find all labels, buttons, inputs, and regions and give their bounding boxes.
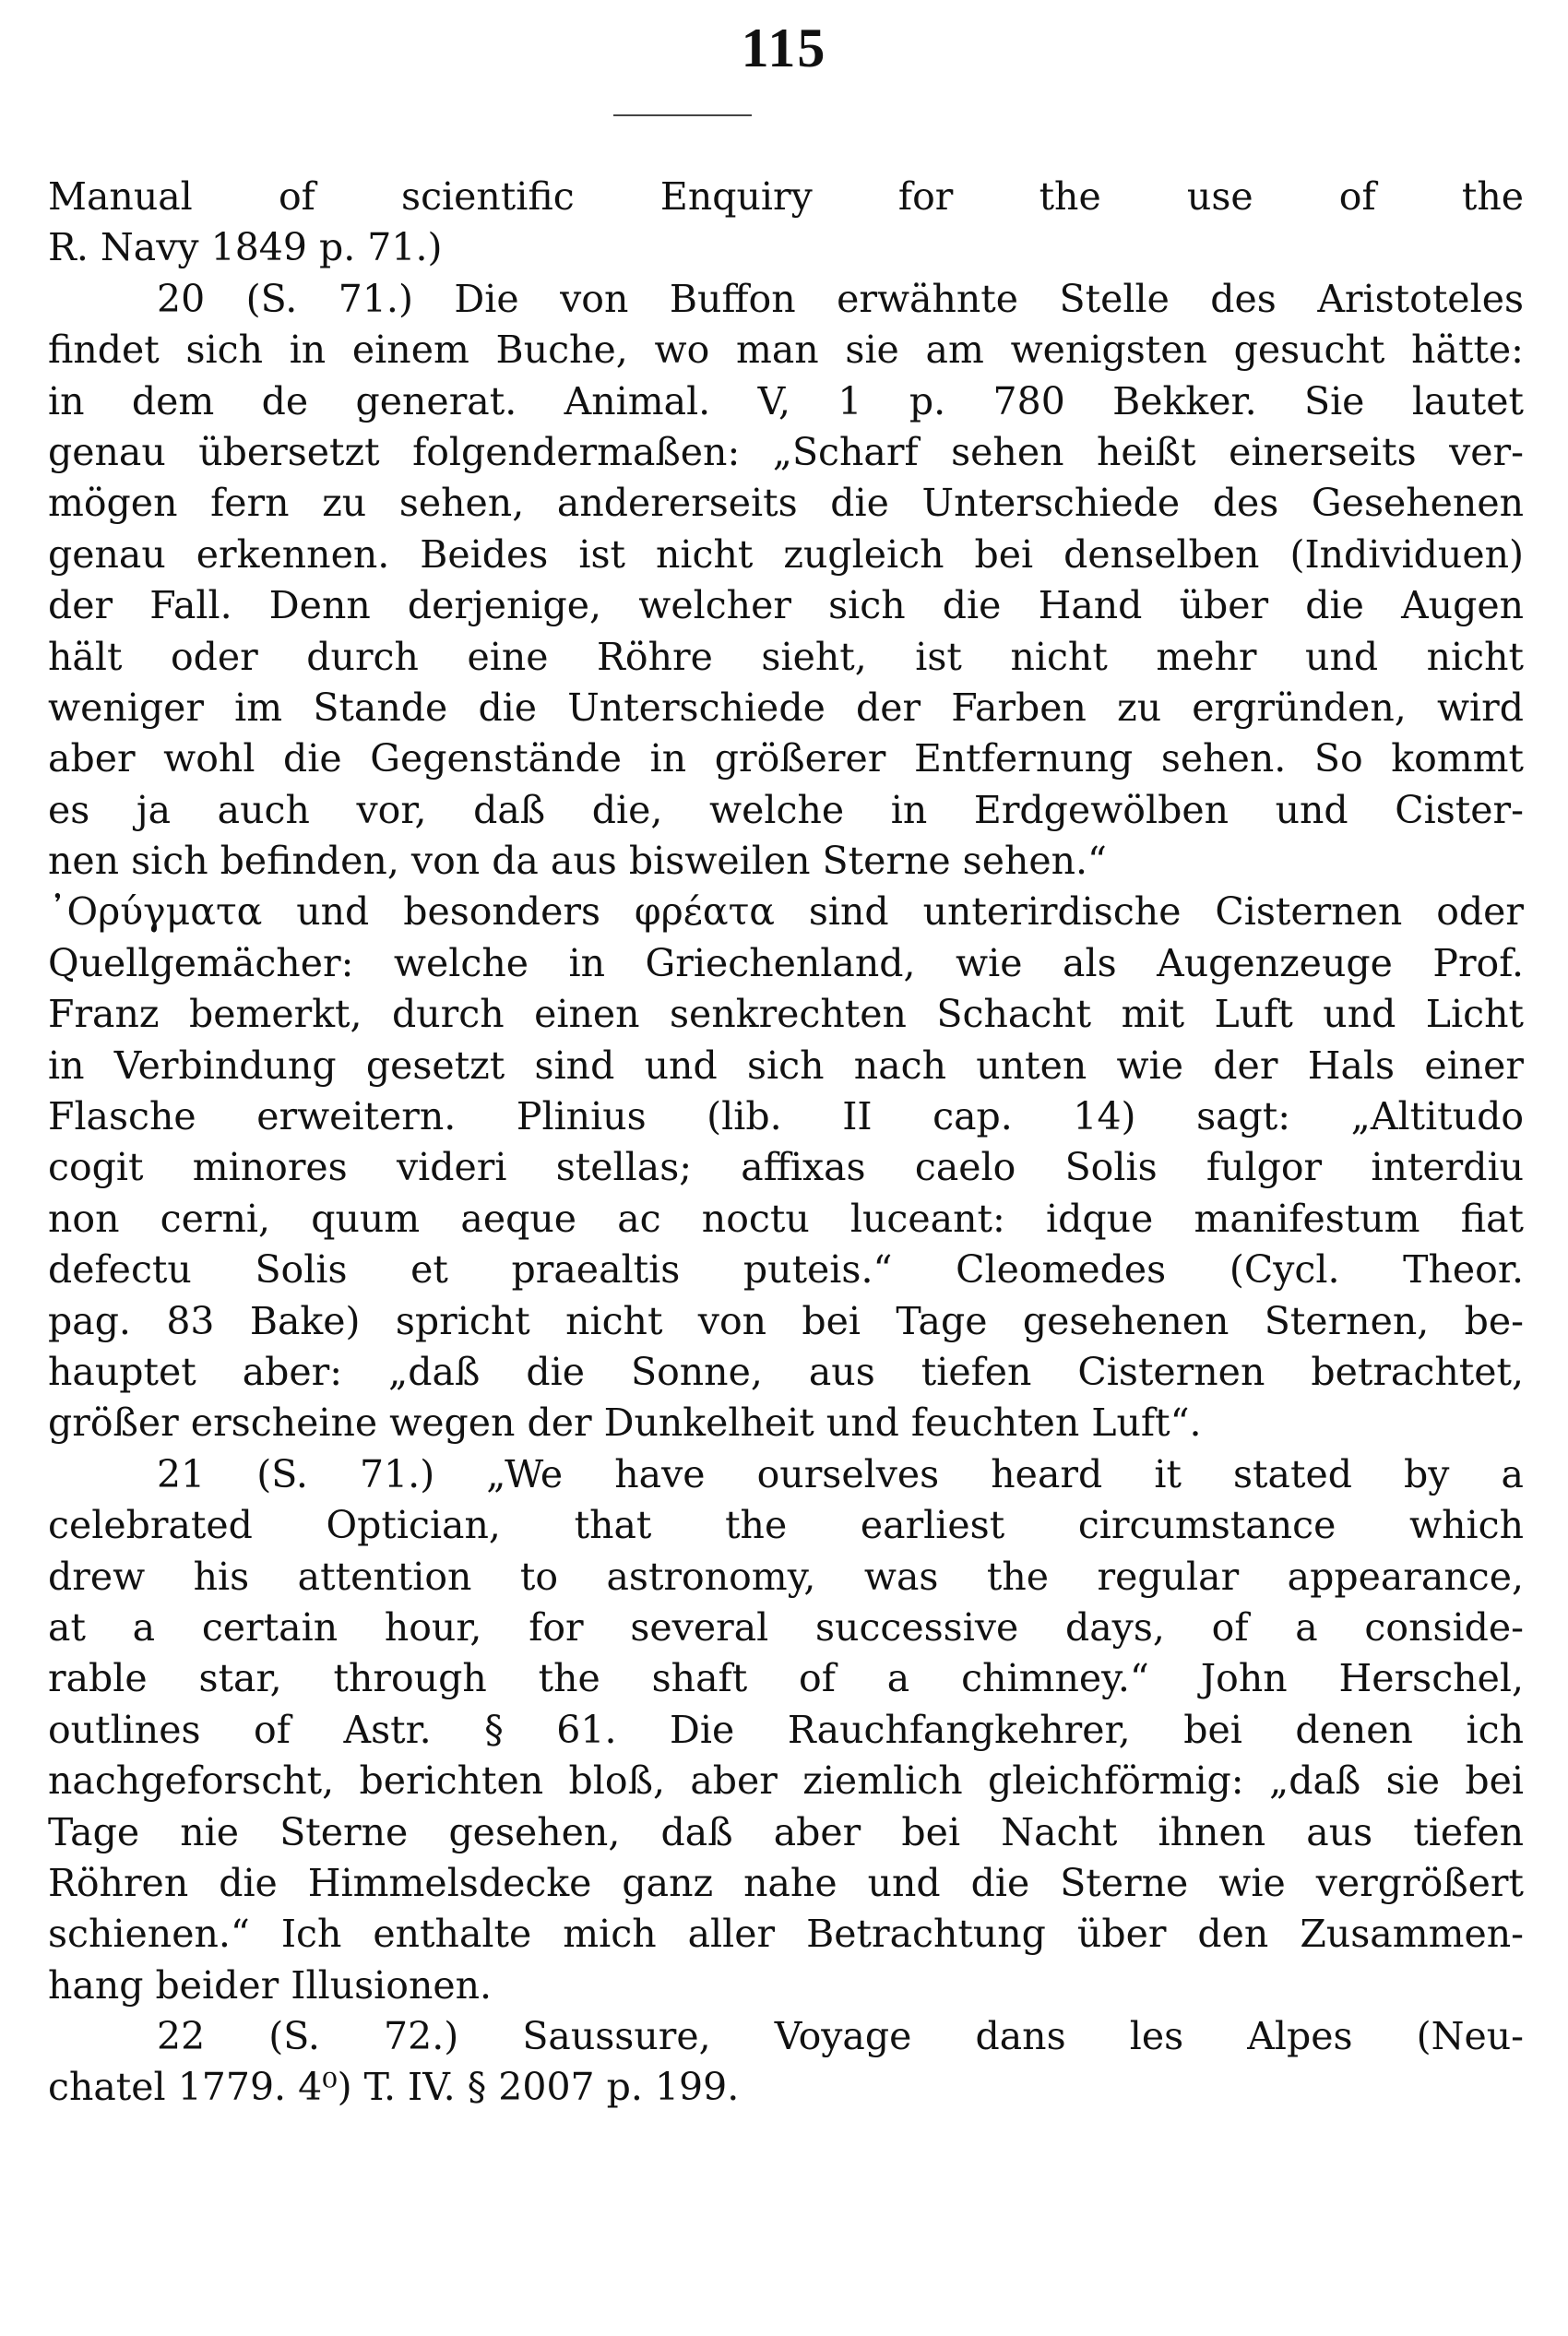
text-line: nen sich befinden, von da aus bisweilen Sterne sehen.“ (48, 839, 1108, 884)
text-line: findet sich in einem Buche, wo man sie am wenigsten gesucht hätte: (48, 328, 1524, 373)
text-line: in dem de generat. Animal. V, 1 p. 780 Bekker. Sie lautet (48, 378, 1524, 423)
text-line: weniger im Stande die Unterschiede der Farben zu ergründen, wird (48, 685, 1524, 730)
text-line: der Fall. Denn derjenige, welcher sich die Hand über die Augen (48, 583, 1524, 628)
text-line: rable star, through the shaft of a chimney.“ John Herschel, (48, 1656, 1524, 1701)
footnote-text (48, 172, 1524, 2114)
text-line: es ja auch vor, daß die, welche in Erdgewölben und Cister- (48, 787, 1524, 832)
text-line: celebrated Optician, that the earliest circumstance which (48, 1503, 1524, 1548)
page-number: 115 (741, 18, 827, 78)
text-line: Tage nie Sterne gesehen, daß aber bei Nacht ihnen aus tiefen (48, 1809, 1524, 1854)
note-22-start: 22 (S. 72.) Saussure, Voyage dans les Alpes (Neu- (157, 2014, 1524, 2059)
text-line: hält oder durch eine Röhre sieht, ist nicht mehr und nicht (48, 634, 1524, 679)
text-line: outlines of Astr. § 61. Die Rauchfangkehrer, bei denen ich (48, 1707, 1524, 1752)
text-line: drew his attention to astronomy, was the regular appearance, (48, 1554, 1524, 1599)
note-20-start: 20 (S. 71.) Die von Buffon erwähnte Stelle des Aristoteles (157, 276, 1524, 321)
text-line: non cerni, quum aeque ac noctu luceant: idque manifestum fiat (48, 1196, 1524, 1241)
text-line: Quellgemächer: welche in Griechenland, wie als Augenzeuge Prof. (48, 940, 1524, 985)
text-line: schienen.“ Ich enthalte mich aller Betrachtung über den Zusammen- (48, 1912, 1524, 1957)
text-line: größer erscheine wegen der Dunkelheit und feuchten Luft“. (48, 1400, 1202, 1446)
text-line: pag. 83 Bake) spricht nicht von bei Tage gesehenen Sternen, be- (48, 1298, 1524, 1343)
text-line: genau erkennen. Beides ist nicht zugleich bei denselben (Individuen) (48, 531, 1524, 577)
text-line: ᾿Ορύγματα und besonders φρέατα sind unterirdische Cisternen oder (48, 889, 1524, 935)
text-line: nachgeforscht, berichten bloß, aber ziemlich gleichförmig: „daß sie bei (48, 1758, 1524, 1804)
text-line: aber wohl die Gegenstände in größerer Entfernung sehen. So kommt (48, 736, 1524, 781)
text-line: at a certain hour, for several successive days, of a conside- (48, 1604, 1524, 1650)
text-line: Röhren die Himmelsdecke ganz nahe und die Sterne wie vergrößert (48, 1860, 1524, 1905)
text-line: hauptet aber: „daß die Sonne, aus tiefen Cisternen betrachtet, (48, 1349, 1524, 1394)
text-line: in Verbindung gesetzt sind und sich nach unten wie der Hals einer (48, 1043, 1524, 1088)
text-line: Flasche erweitern. Plinius (lib. II cap. 14) sagt: „Altitudo (48, 1094, 1524, 1139)
text-line: R. Navy 1849 p. 71.) (48, 225, 443, 270)
text-line: cogit minores videri stellas; affixas caelo Solis fulgor interdiu (48, 1145, 1524, 1190)
note-21-start: 21 (S. 71.) „We have ourselves heard it stated by a (157, 1451, 1524, 1496)
header-rule (613, 114, 752, 116)
text-line: defectu Solis et praealtis puteis.“ Cleomedes (Cycl. Theor. (48, 1247, 1524, 1293)
text-line: chatel 1779. 4⁰) T. IV. § 2007 p. 199. (48, 2065, 740, 2110)
text-line: Franz bemerkt, durch einen senkrechten Schacht mit Luft und Licht (48, 992, 1524, 1037)
text-line: hang beider Illusionen. (48, 1962, 493, 2008)
text-line: mögen fern zu sehen, andererseits die Unterschiede des Gesehenen (48, 481, 1524, 526)
text-line: genau übersetzt folgendermaßen: „Scharf sehen heißt einerseits ver- (48, 429, 1524, 474)
text-line: Manual of scientific Enquiry for the use of the (48, 174, 1524, 219)
